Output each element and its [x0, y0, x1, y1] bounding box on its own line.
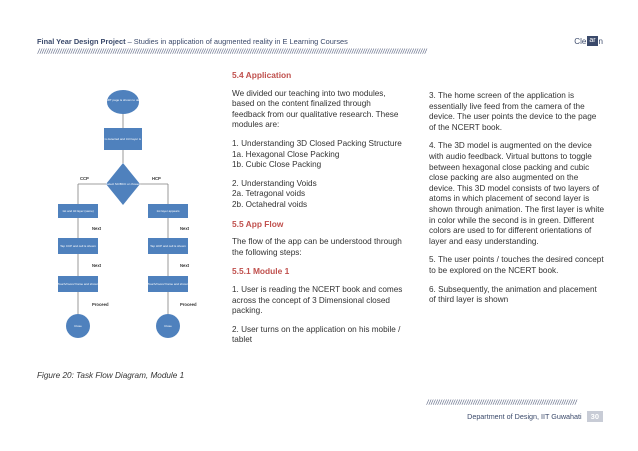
node-label-hcp-2: Tap HCP and cell is shown	[150, 244, 186, 248]
flow-step-3: 3. The home screen of the application is essentially live feed from the camera of the device. The user points the device to the page of the NCERT book.	[429, 91, 597, 132]
node-label-decision: Select SC/BCC or chosen	[105, 182, 141, 186]
module-2b: 2b. Octahedral voids	[232, 199, 308, 209]
node-label-ccp-2: Tap CCP and cell is shown	[60, 244, 96, 248]
flow-step-5: 5. The user points / touches the desired concept to be explored on the NCERT book.	[429, 255, 604, 275]
node-label-detect: Image is detected and 3-D layer is shown	[95, 137, 151, 141]
module-list-2	[232, 179, 405, 211]
module-2a: 2a. Tetragonal voids	[232, 189, 306, 199]
edge-label-hcp-proceed: Proceed	[180, 302, 197, 307]
task-flow-diagram	[40, 84, 220, 354]
brand-right: n	[598, 36, 603, 46]
flow-step-4: 4. The 3D model is augmented on the device with audio feedback. Virtual buttons to toggle between hexagonal close packing and cubic close packing are also augmented on the device. This 3D model consists of two layers of atoms in which placement of second layer is shown through animation. The first layer is white in color while the second is in green. Different colors are used to for different orientations of layer and easy understanding.	[429, 141, 605, 246]
header-title	[37, 37, 348, 46]
section-heading-module-1: 5.5.1 Module 1	[232, 266, 290, 277]
brand-left: Cle	[574, 36, 587, 46]
edge-label-ccp-proceed: Proceed	[92, 302, 109, 307]
node-label-ccp-close: Close	[74, 324, 82, 328]
header-hash-rule: ////////////////////////////////////////////////////////////////////////////////////////////////////////////////////////////////////////////////////////////////////////////////	[37, 48, 427, 55]
node-label-hcp-3: Touch/zoom/ frame and shown	[147, 282, 189, 286]
node-label-ccp-1: 1st and 3d layer (same)	[62, 209, 94, 213]
application-paragraph: We divided our teaching into two modules, based on the content finalized through feedback from our qualitative research. These modules are:	[232, 88, 399, 130]
middle-column	[232, 70, 405, 354]
flow-start-node	[107, 90, 139, 114]
node-label-hcp-close: Close	[164, 324, 172, 328]
page-header	[37, 37, 603, 57]
footer-hash-rule: ////////////////////////////////////////////////////////////////////	[426, 399, 577, 406]
module-1-title: 1. Understanding 3D Closed Packing Structure	[232, 138, 402, 148]
section-heading-application: 5.4 Application	[232, 70, 292, 80]
branch-label-ccp: CCP	[80, 176, 89, 181]
node-label-ccp-3: Touch/zoom/ frame and shown	[57, 282, 99, 286]
brand-box: ar	[589, 37, 596, 44]
right-column	[429, 91, 605, 314]
edge-label-ccp-next-1: Next	[92, 226, 102, 231]
project-subtitle: – Studies in application of augmented reality in E Learning Courses	[125, 37, 348, 46]
page-footer	[467, 411, 603, 422]
module-list-1	[232, 139, 405, 171]
edge-label-ccp-next-2: Next	[92, 263, 102, 268]
edge-label-hcp-next-1: Next	[180, 226, 190, 231]
footer-department: Department of Design, IIT Guwahati	[467, 412, 582, 421]
branch-label-hcp: HCP	[152, 176, 161, 181]
page-number: 30	[587, 411, 603, 422]
flow-step-2: 2. User turns on the application on his mobile / tablet	[232, 324, 401, 345]
node-label-hcp-1: 1st layer appears	[156, 209, 180, 213]
brand-logo	[574, 36, 603, 46]
edge-label-hcp-next-2: Next	[180, 263, 190, 268]
figure-caption: Figure 20: Task Flow Diagram, Module 1	[37, 371, 185, 380]
project-title: Final Year Design Project	[37, 37, 126, 46]
app-flow-paragraph: The flow of the app can be understood through the following steps:	[232, 237, 402, 257]
module-1b: 1b. Cubic Close Packing	[232, 160, 322, 170]
flow-step-1: 1. User is reading the NCERT book and comes across the concept of 3 Dimensional closed packing.	[232, 284, 403, 316]
flow-step-6: 6. Subsequently, the animation and placement of third layer is shown	[429, 284, 597, 305]
module-2-title: 2. Understanding Voids	[232, 178, 317, 188]
section-heading-app-flow: 5.5 App Flow	[232, 218, 284, 229]
node-label-start: NCERT page is shown to device	[101, 98, 145, 102]
module-1a: 1a. Hexagonal Close Packing	[232, 149, 340, 159]
